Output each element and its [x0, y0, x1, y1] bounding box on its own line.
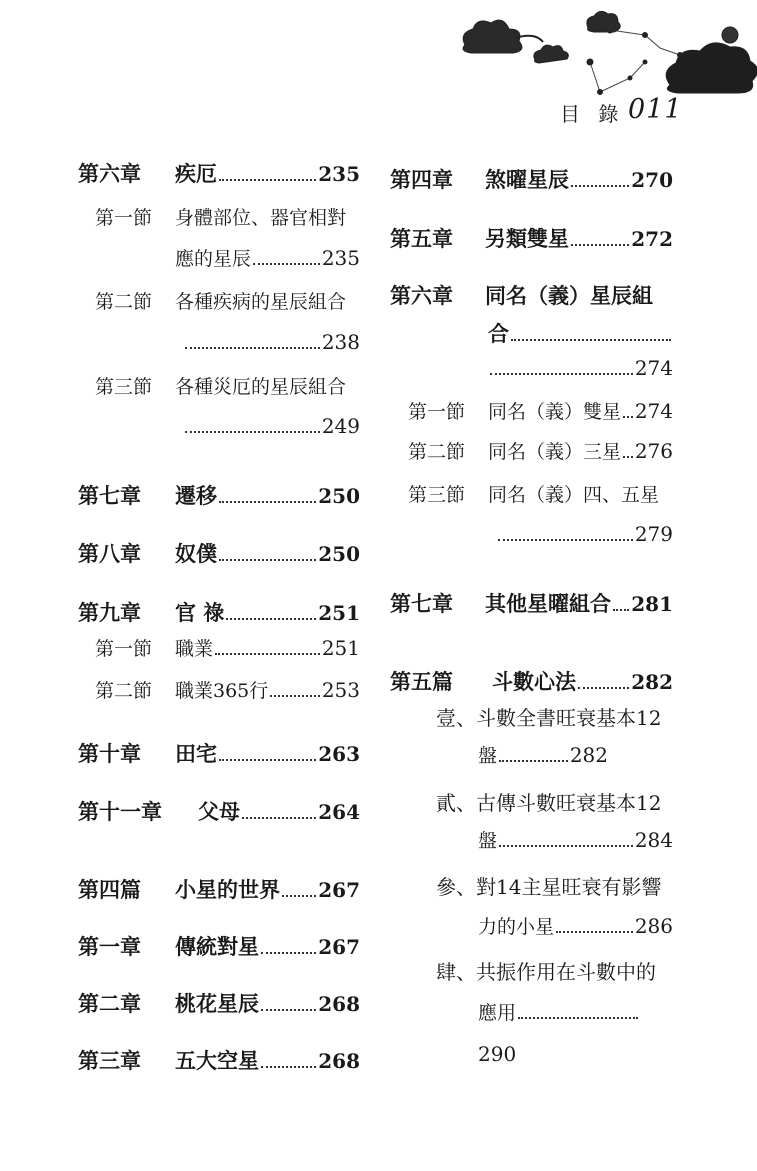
entry-label: 第一章: [78, 934, 141, 959]
entry-page: 249: [321, 414, 360, 438]
dot-leader: [499, 845, 633, 847]
entry-label: 第五篇: [390, 669, 453, 694]
entry-page: 268: [318, 1049, 360, 1073]
dot-leader: [571, 185, 629, 187]
toc-entry[interactable]: [390, 588, 673, 618]
dot-leader: [270, 695, 320, 697]
entry-label: 第七章: [78, 483, 141, 508]
dot-leader: [623, 456, 633, 458]
toc-entry[interactable]: [78, 158, 360, 188]
toc-entry[interactable]: [488, 318, 673, 348]
entry-label: 第二節: [408, 441, 466, 463]
entry-page: 251: [318, 601, 360, 625]
entry-title: 父母: [198, 799, 240, 824]
dot-leader: [215, 653, 320, 655]
entry-label: 第二節: [95, 291, 153, 313]
entry-page: 253: [321, 678, 360, 702]
dot-leader: [518, 1017, 638, 1019]
entry-title: 小星的世界: [175, 877, 280, 902]
dot-leader: [185, 431, 320, 433]
entry-title: 遷移: [175, 483, 217, 508]
toc-entry[interactable]: [95, 634, 360, 661]
toc-entry-title[interactable]: 參、對14主星旺衰有影響: [436, 875, 662, 899]
toc-entry-title[interactable]: 貳、古傳斗數旺衰基本12: [436, 791, 662, 815]
entry-title: 同名（義）三星: [488, 441, 622, 463]
entry-page: 286: [634, 914, 673, 938]
toc-entry[interactable]: [78, 874, 360, 904]
dot-leader: [623, 416, 633, 418]
entry-label: 第八章: [78, 541, 141, 566]
toc-entry[interactable]: [390, 666, 673, 696]
toc-entry[interactable]: [478, 826, 673, 853]
entry-title: 應的星辰: [175, 248, 252, 270]
entry-page: 282: [631, 670, 673, 694]
entry-page: 264: [318, 800, 360, 824]
entry-title: 同名（義）四、五星: [488, 484, 660, 506]
entry-page: 238: [321, 330, 360, 354]
toc-entry[interactable]: [95, 287, 360, 314]
toc-entry[interactable]: [175, 244, 360, 271]
entry-title: 斗數心法: [492, 669, 576, 694]
dot-leader: [242, 817, 316, 819]
entry-label: 第三節: [95, 376, 153, 398]
toc-entry[interactable]: [78, 480, 360, 510]
entry-page: 281: [631, 592, 673, 616]
dot-leader: [185, 347, 320, 349]
entry-title: 另類雙星: [485, 226, 569, 251]
dot-leader: [261, 1066, 316, 1068]
dot-leader: [498, 539, 633, 541]
toc-entry[interactable]: [95, 676, 360, 703]
entry-page: 267: [318, 935, 360, 959]
entry-title: 疾厄: [175, 161, 217, 186]
dot-leader: [219, 559, 316, 561]
entry-page: 284: [634, 828, 673, 852]
dot-leader: [219, 501, 316, 503]
entry-title: 傳統對星: [175, 934, 259, 959]
entry-title: 各種疾病的星辰組合: [175, 291, 347, 313]
toc-entry[interactable]: [408, 437, 673, 464]
toc-entry[interactable]: [390, 164, 673, 194]
header-page-number: 011: [628, 94, 683, 125]
toc-entry[interactable]: [478, 912, 673, 939]
toc-entry[interactable]: [95, 372, 360, 399]
dot-leader: [511, 339, 671, 341]
entry-page: 235: [321, 246, 360, 270]
entry-page: 250: [318, 484, 360, 508]
entry-page: 235: [318, 162, 360, 186]
entry-title: 各種災厄的星辰組合: [175, 376, 347, 398]
entry-title: 職業: [175, 638, 214, 660]
entry-page: 282: [569, 743, 608, 767]
dot-leader: [219, 179, 316, 181]
toc-entry[interactable]: [478, 741, 608, 768]
entry-label: 第二章: [78, 991, 141, 1016]
entry-page: 272: [631, 227, 673, 251]
toc-entry[interactable]: [183, 330, 360, 354]
entry-label: 第六章: [390, 283, 453, 308]
toc-entry-title[interactable]: 壹、斗數全書旺衰基本12: [436, 706, 662, 730]
dot-leader: [490, 373, 633, 375]
entry-page: 267: [318, 878, 360, 902]
entry-page: 279: [634, 522, 673, 546]
entry-title: 同名（義）星辰組: [485, 283, 653, 308]
entry-title: 盤: [478, 830, 498, 852]
entry-title: 田宅: [175, 741, 217, 766]
entry-title: 桃花星辰: [175, 991, 259, 1016]
dot-leader: [499, 760, 568, 762]
entry-title: 身體部位、器官相對: [175, 207, 347, 229]
entry-title: 煞曜星辰: [485, 167, 569, 192]
dot-leader: [219, 759, 316, 761]
entry-label: 第三節: [408, 484, 466, 506]
dot-leader: [282, 895, 316, 897]
toc-entry[interactable]: [78, 988, 360, 1018]
toc-entry[interactable]: [78, 796, 360, 826]
entry-title: 五大空星: [175, 1048, 259, 1073]
entry-page: 251: [321, 636, 360, 660]
entry-page: 268: [318, 992, 360, 1016]
entry-label: 第一節: [408, 401, 466, 423]
toc-entry[interactable]: [95, 203, 360, 230]
dot-leader: [226, 618, 316, 620]
entry-page: 270: [631, 168, 673, 192]
dot-leader: [253, 263, 320, 265]
entry-title: 力的小星: [478, 916, 555, 938]
toc-entry[interactable]: [408, 397, 673, 424]
toc-entry-page[interactable]: 290: [478, 1042, 517, 1066]
entry-page: 274: [634, 356, 673, 380]
toc-entry[interactable]: [408, 480, 673, 507]
entry-label: 第四章: [390, 167, 453, 192]
dot-leader: [556, 931, 633, 933]
entry-label: 第六章: [78, 161, 141, 186]
toc-entry[interactable]: [496, 522, 673, 546]
entry-label: 第十章: [78, 741, 141, 766]
dot-leader: [613, 609, 629, 611]
entry-title: 奴僕: [175, 541, 217, 566]
entry-page: 276: [634, 439, 673, 463]
dot-leader: [571, 244, 629, 246]
entry-label: 第七章: [390, 591, 453, 616]
entry-label: 第五章: [390, 226, 453, 251]
entry-page: 274: [634, 399, 673, 423]
entry-label: 第三章: [78, 1048, 141, 1073]
toc-entry[interactable]: [488, 356, 673, 380]
entry-label: 第一節: [95, 638, 153, 660]
toc-entry[interactable]: [78, 738, 360, 768]
entry-page: 263: [318, 742, 360, 766]
entry-title: 其他星曜組合: [485, 591, 611, 616]
toc-entry[interactable]: [390, 280, 673, 310]
dot-leader: [261, 952, 316, 954]
entry-label: 第一節: [95, 207, 153, 229]
toc-entry[interactable]: [78, 1045, 360, 1075]
entry-label: 第二節: [95, 680, 153, 702]
entry-title: 盤: [478, 745, 498, 767]
dot-leader: [261, 1009, 316, 1011]
entry-title: 同名（義）雙星: [488, 401, 622, 423]
toc-entry[interactable]: [183, 414, 360, 438]
entry-title: 官 祿: [175, 600, 225, 625]
toc-entry[interactable]: [78, 931, 360, 961]
entry-label: 第九章: [78, 600, 141, 625]
dot-leader: [578, 687, 629, 689]
toc-entry-title[interactable]: 肆、共振作用在斗數中的: [436, 960, 656, 984]
entry-label: 第四篇: [78, 877, 141, 902]
toc-entry[interactable]: [478, 998, 640, 1025]
entry-page: 250: [318, 542, 360, 566]
entry-label: 第十一章: [78, 799, 162, 824]
toc-entry[interactable]: [390, 223, 673, 253]
toc-entry[interactable]: [78, 538, 360, 568]
entry-title: 合: [488, 321, 509, 346]
header-title: 目 錄: [560, 102, 625, 126]
entry-title: 職業365行: [175, 680, 269, 702]
toc-entry[interactable]: [78, 597, 360, 627]
entry-title: 應用: [478, 1002, 517, 1024]
